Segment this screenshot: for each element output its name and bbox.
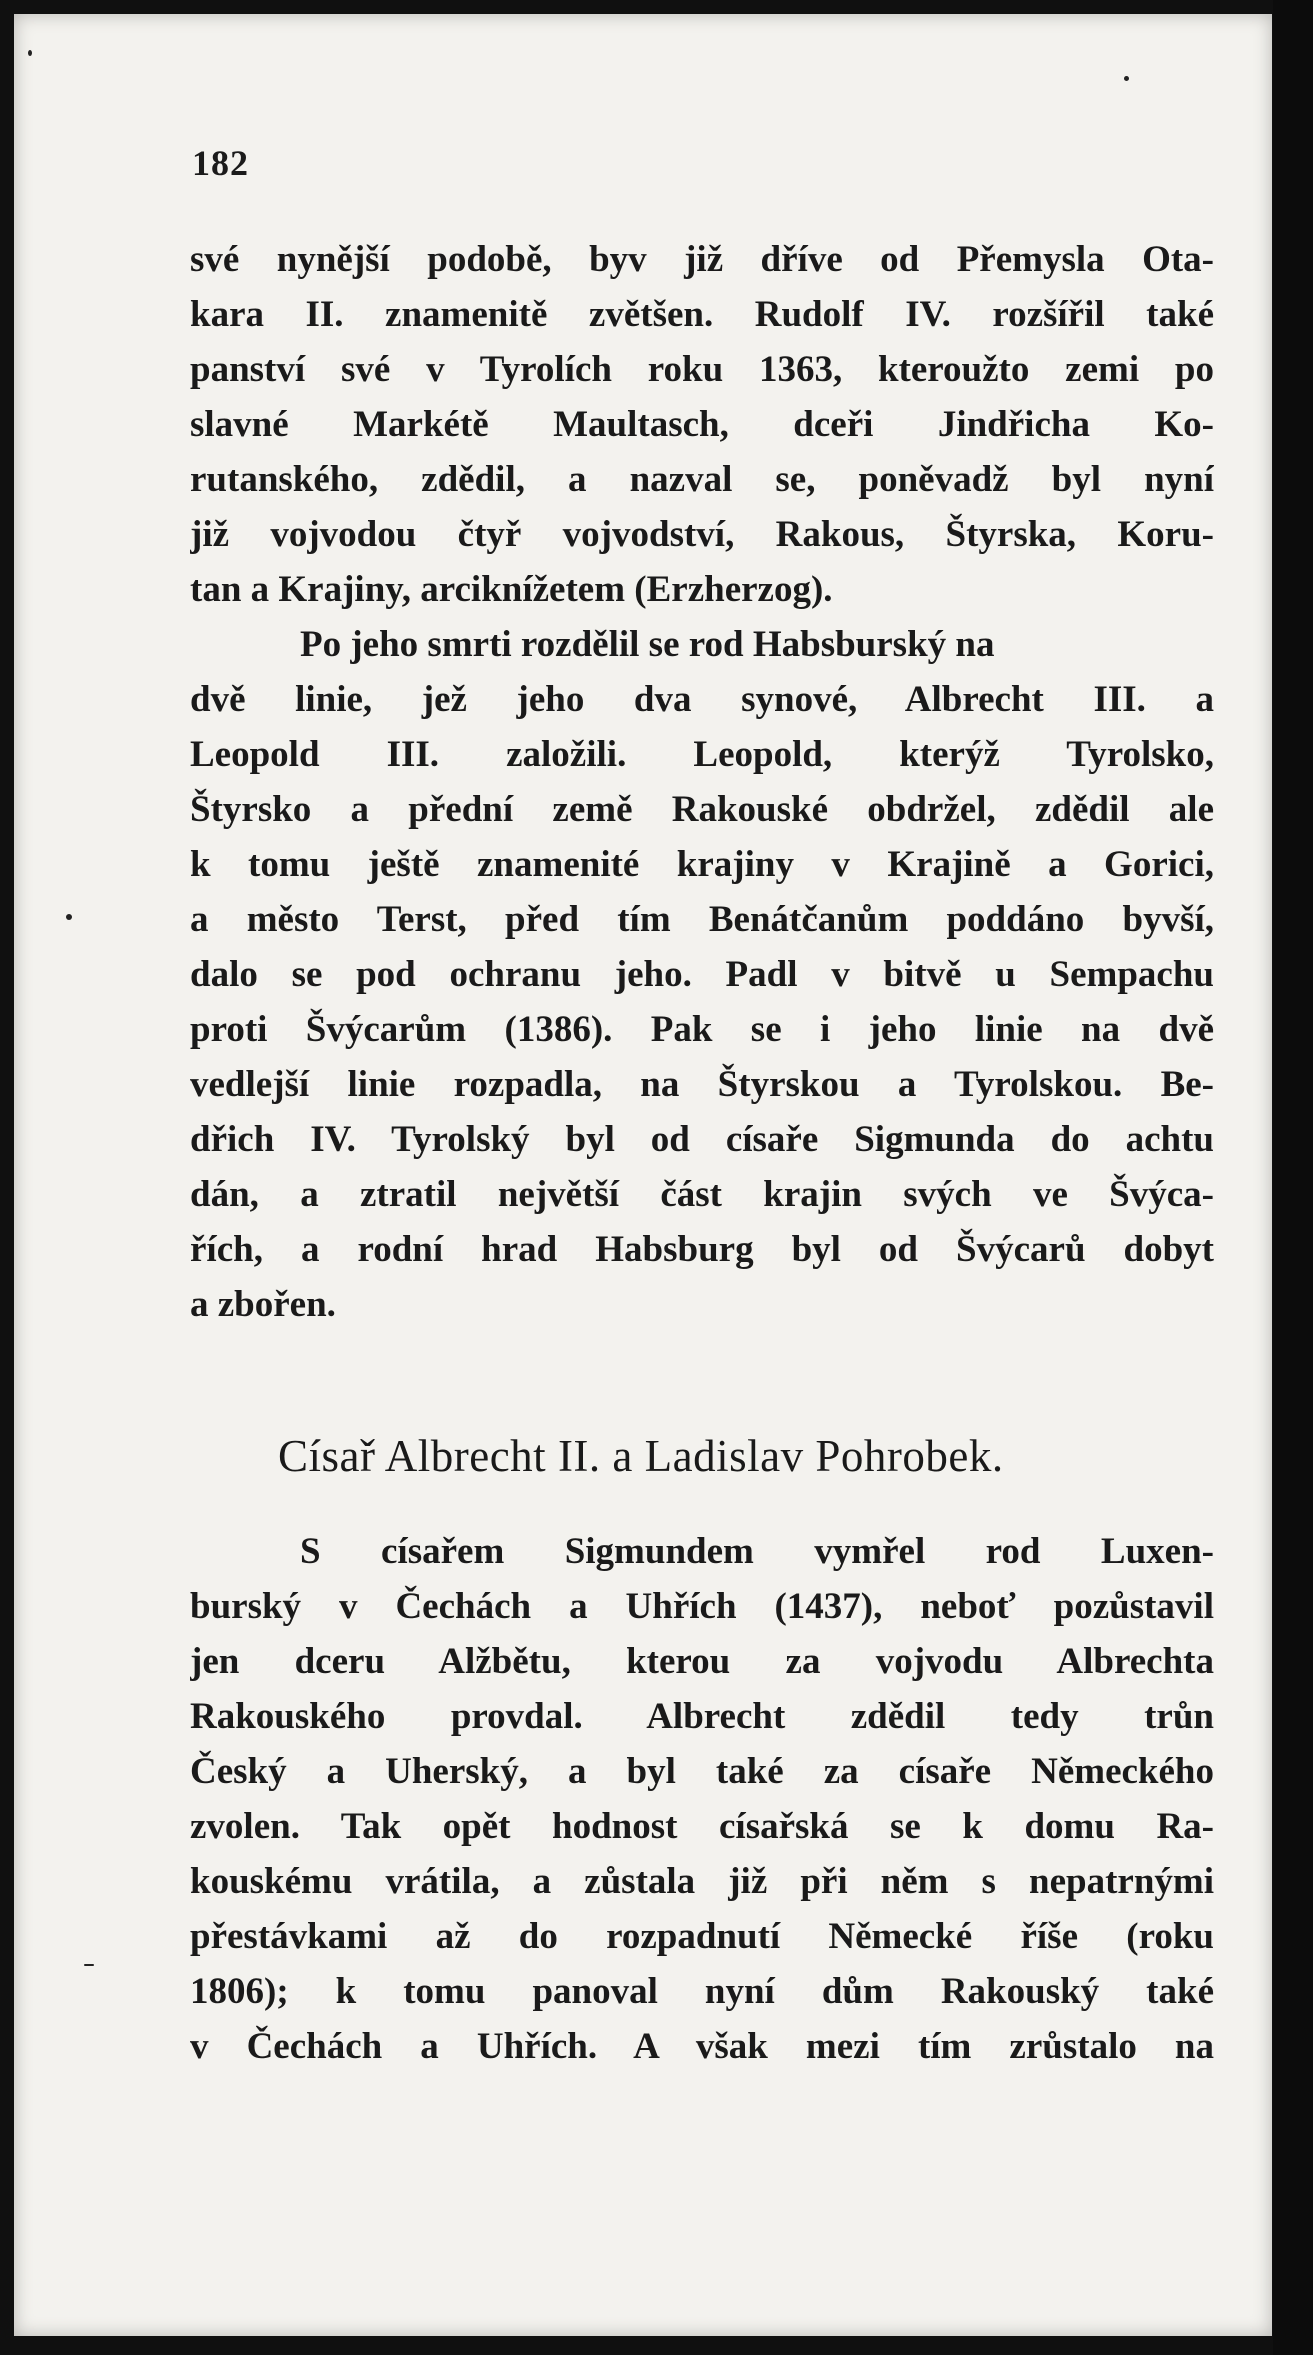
scan-edge-shadow — [1273, 0, 1313, 2355]
page-number: 182 — [192, 143, 249, 183]
text-line: Rakouského provdal. Albrecht zdědil tedy trůn — [190, 1696, 1214, 1737]
text-line: dalo se pod ochranu jeho. Padl v bitvě u Sempachu — [190, 954, 1214, 995]
text-line: S císařem Sigmundem vymřel rod Luxen- — [300, 1531, 1214, 1572]
text-line: v Čechách a Uhřích. A však mezi tím zrůstalo na — [190, 2026, 1214, 2067]
text-line: vedlejší linie rozpadla, na Štyrskou a Tyrolskou. Be- — [190, 1064, 1214, 1105]
text-line: slavné Markétě Maultasch, dceři Jindřicha Ko- — [190, 404, 1214, 445]
book-page — [14, 14, 1272, 2336]
scan-speck — [66, 914, 72, 920]
text-line: dvě linie, jež jeho dva synové, Albrecht III. a — [190, 679, 1214, 720]
text-line: Leopold III. založili. Leopold, kterýž Tyrolsko, — [190, 734, 1214, 775]
text-line: proti Švýcarům (1386). Pak se i jeho linie na dvě — [190, 1009, 1214, 1050]
text-line: a zbořen. — [190, 1284, 336, 1325]
text-line: Štyrsko a přední země Rakouské obdržel, zdědil ale — [190, 789, 1214, 830]
text-line: dán, a ztratil největší část krajin svých ve Švýca- — [190, 1174, 1214, 1215]
text-line: jen dceru Alžbětu, kterou za vojvodu Albrechta — [190, 1641, 1214, 1682]
text-line: řích, a rodní hrad Habsburg byl od Švýcarů dobyt — [190, 1229, 1214, 1270]
text-line: své nynější podobě, byv již dříve od Přemysla Ota- — [190, 239, 1214, 280]
text-line: panství své v Tyrolích roku 1363, kteroužto zemi po — [190, 349, 1214, 390]
paragraph-1 — [190, 232, 1214, 1332]
text-line: kara II. znamenitě zvětšen. Rudolf IV. rozšířil také — [190, 294, 1214, 335]
text-line: přestávkami až do rozpadnutí Německé říše (roku — [190, 1916, 1214, 1957]
scan-speck — [1124, 76, 1129, 81]
text-line: tan a Krajiny, arciknížetem (Erzherzog). — [190, 569, 833, 610]
text-line: k tomu ještě znamenité krajiny v Krajině a Gorici, — [190, 844, 1214, 885]
text-line: kouskému vrátila, a zůstala již při něm s nepatrnými — [190, 1861, 1214, 1902]
text-line: zvolen. Tak opět hodnost císařská se k domu Ra- — [190, 1806, 1214, 1847]
text-line: 1806); k tomu panoval nyní dům Rakouský také — [190, 1971, 1214, 2012]
section-title: Císař Albrecht II. a Ladislav Pohrobek. — [278, 1431, 1004, 1481]
text-line: Český a Uherský, a byl také za císaře Německého — [190, 1751, 1214, 1792]
scan-speck — [28, 50, 32, 56]
text-line: dřich IV. Tyrolský byl od císaře Sigmunda do achtu — [190, 1119, 1214, 1160]
paragraph-2 — [190, 1524, 1214, 2074]
text-line: burský v Čechách a Uhřích (1437), neboť pozůstavil — [190, 1586, 1214, 1627]
scan-speck — [84, 1964, 94, 1966]
text-line: rutanského, zdědil, a nazval se, poněvadž byl nyní — [190, 459, 1214, 500]
text-line: a město Terst, před tím Benátčanům poddáno byvší, — [190, 899, 1214, 940]
text-line: již vojvodou čtyř vojvodství, Rakous, Štyrska, Koru- — [190, 514, 1214, 555]
text-line: Po jeho smrti rozdělil se rod Habsburský na — [300, 624, 995, 665]
